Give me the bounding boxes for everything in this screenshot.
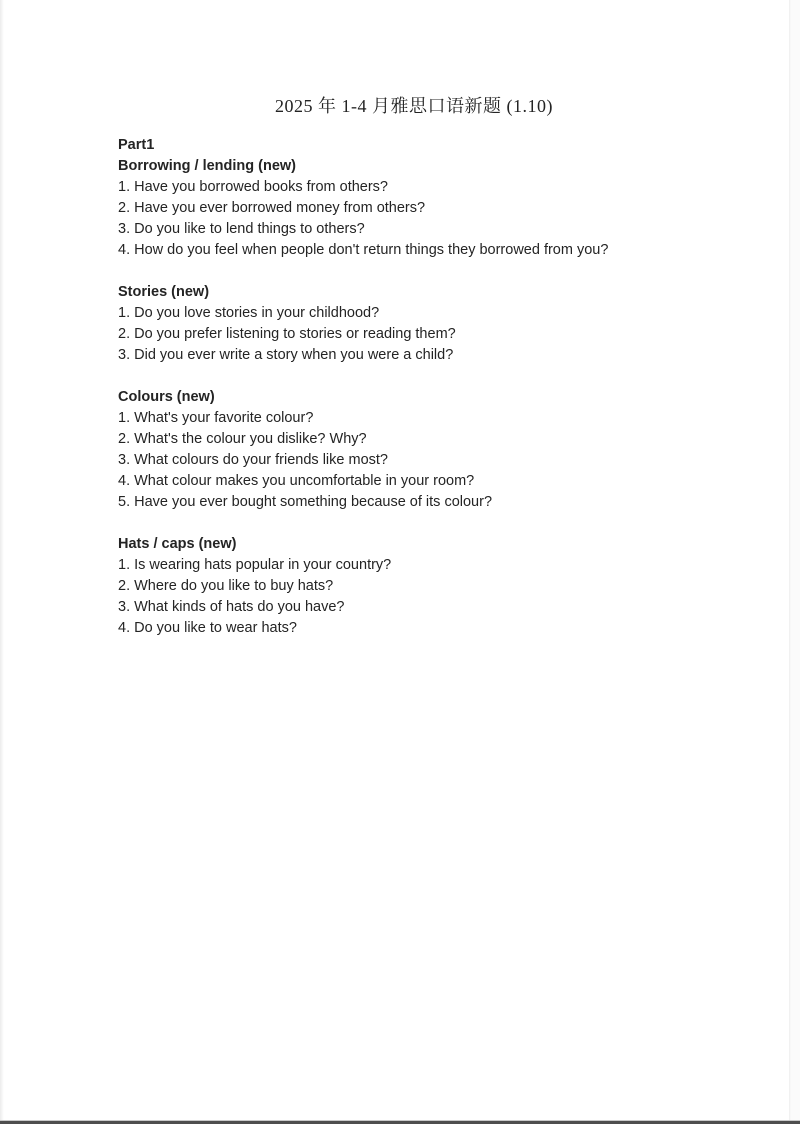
question-section xyxy=(118,156,710,261)
section-heading: Borrowing / lending (new) xyxy=(118,158,297,174)
page-bottom-bar xyxy=(0,1120,800,1124)
question-item: 2. What's the colour you dislike? Why? xyxy=(118,431,367,447)
question-item: 2. Do you prefer listening to stories or reading them? xyxy=(118,326,456,342)
question-item: 1. Is wearing hats popular in your country? xyxy=(118,557,392,573)
question-item: 3. Did you ever write a story when you were a child? xyxy=(118,347,454,363)
question-item: 4. What colour makes you uncomfortable in your room? xyxy=(118,473,475,489)
part-label: Part1 xyxy=(118,137,155,153)
question-item: 5. Have you ever bought something because of its colour? xyxy=(118,494,493,510)
section-heading: Stories (new) xyxy=(118,284,210,300)
section-heading: Hats / caps (new) xyxy=(118,536,237,552)
question-item: 3. Do you like to lend things to others? xyxy=(118,221,365,237)
question-item: 1. What's your favorite colour? xyxy=(118,410,314,426)
page-title: 2025 年 1-4 月雅思口语新题 (1.10) xyxy=(275,96,553,116)
sections-container xyxy=(118,156,710,639)
question-section xyxy=(118,282,710,366)
question-item: 1. Do you love stories in your childhood? xyxy=(118,305,380,321)
question-section xyxy=(118,534,710,639)
question-item: 3. What colours do your friends like most? xyxy=(118,452,388,468)
question-item: 2. Have you ever borrowed money from others? xyxy=(118,200,426,216)
question-item: 4. Do you like to wear hats? xyxy=(118,620,297,636)
section-heading: Colours (new) xyxy=(118,389,215,405)
question-item: 2. Where do you like to buy hats? xyxy=(118,578,334,594)
question-item: 4. How do you feel when people don't return things they borrowed from you? xyxy=(118,242,609,258)
question-item: 3. What kinds of hats do you have? xyxy=(118,599,345,615)
question-section xyxy=(118,387,710,513)
question-item: 1. Have you borrowed books from others? xyxy=(118,179,388,195)
